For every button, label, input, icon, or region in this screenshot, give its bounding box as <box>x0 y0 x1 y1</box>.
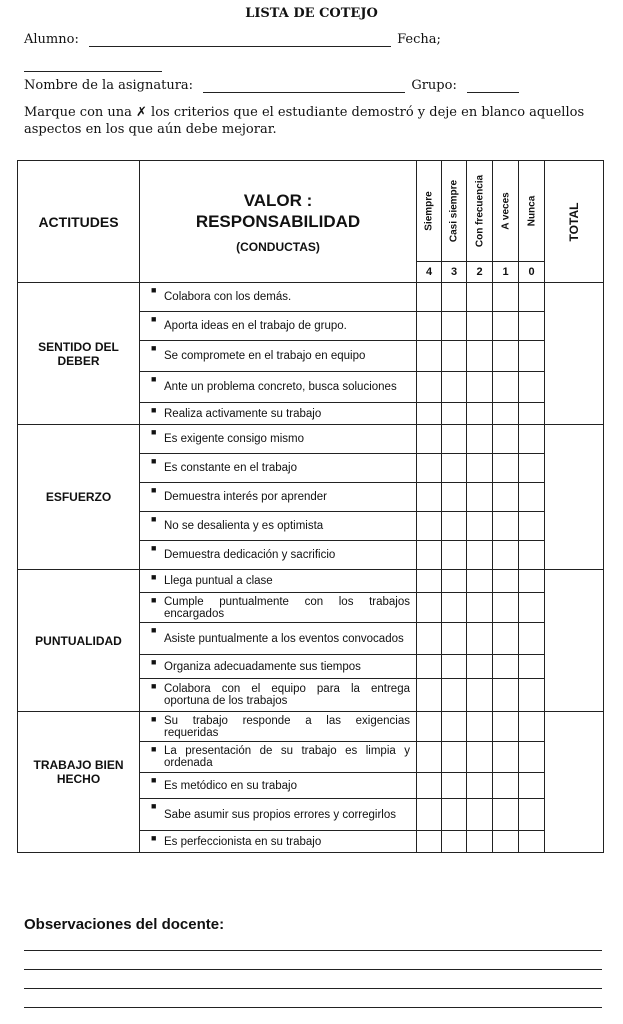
criterion-cell <box>140 483 417 512</box>
mark-cell-siempre[interactable] <box>417 570 442 593</box>
criterion-cell <box>140 283 417 312</box>
mark-cell-siempre[interactable] <box>417 512 442 541</box>
mark-cell-con-frecuencia[interactable] <box>467 655 493 679</box>
criterion-text: Es metódico en su trabajo <box>164 779 297 792</box>
mark-cell-a-veces[interactable] <box>493 283 519 312</box>
total-cell[interactable] <box>545 425 604 570</box>
mark-cell-nunca[interactable] <box>519 773 545 799</box>
mark-cell-casi-siempre[interactable] <box>442 570 467 593</box>
mark-cell-siempre[interactable] <box>417 655 442 679</box>
mark-cell-a-veces[interactable] <box>493 593 519 623</box>
mark-cell-nunca[interactable] <box>519 799 545 831</box>
mark-cell-con-frecuencia[interactable] <box>467 425 493 454</box>
criterion-text: Es exigente consigo mismo <box>164 433 304 445</box>
mark-cell-siempre[interactable] <box>417 831 442 853</box>
bullet-icon: ■ <box>151 572 157 582</box>
asignatura-label: Nombre de la asignatura: <box>24 78 194 93</box>
mark-cell-con-frecuencia[interactable] <box>467 773 493 799</box>
bullet-icon: ■ <box>151 775 157 785</box>
instructions: Marque con una ✗ los criterios que el estudiante demostró y deje en blanco aquellos aspectos en los que aún debe mejorar. <box>24 105 585 137</box>
bullet-icon: ■ <box>151 285 157 295</box>
criterion-text: Realiza activamente su trabajo <box>164 407 322 420</box>
mark-cell-casi-siempre[interactable] <box>442 799 467 831</box>
mark-cell-casi-siempre[interactable] <box>442 773 467 799</box>
criterion-text: Llega puntual a clase <box>164 575 273 587</box>
bullet-icon: ■ <box>151 595 157 605</box>
alumno-field-continuation[interactable] <box>24 56 162 72</box>
mark-cell-nunca[interactable] <box>519 593 545 623</box>
bullet-icon: ■ <box>151 314 157 324</box>
observaciones-line-2[interactable] <box>24 969 602 970</box>
bullet-icon: ■ <box>151 456 157 466</box>
grupo-label: Grupo: <box>411 78 457 93</box>
criterion-text: Es constante en el trabajo <box>164 462 297 474</box>
mark-cell-a-veces[interactable] <box>493 372 519 403</box>
criterion-cell <box>140 712 417 742</box>
criterion-cell <box>140 679 417 712</box>
mark-cell-a-veces[interactable] <box>493 312 519 341</box>
mark-cell-siempre[interactable] <box>417 742 442 773</box>
criterion-cell <box>140 773 417 799</box>
alumno-field[interactable] <box>89 34 391 47</box>
mark-cell-casi-siempre[interactable] <box>442 512 467 541</box>
score-3: 3 <box>442 262 467 283</box>
alumno-label: Alumno: <box>24 32 79 47</box>
mark-cell-siempre[interactable] <box>417 541 442 570</box>
mark-cell-nunca[interactable] <box>519 623 545 655</box>
bullet-icon: ■ <box>151 801 157 811</box>
criterion-cell <box>140 623 417 655</box>
bullet-icon: ■ <box>151 374 157 384</box>
mark-cell-con-frecuencia[interactable] <box>467 341 493 372</box>
mark-cell-a-veces[interactable] <box>493 483 519 512</box>
mark-cell-casi-siempre[interactable] <box>442 403 467 425</box>
bullet-icon: ■ <box>151 744 157 754</box>
mark-cell-con-frecuencia[interactable] <box>467 679 493 712</box>
total-cell[interactable] <box>545 570 604 712</box>
mark-cell-casi-siempre[interactable] <box>442 372 467 403</box>
total-header: TOTAL <box>545 161 604 283</box>
mark-cell-casi-siempre[interactable] <box>442 742 467 773</box>
mark-cell-nunca[interactable] <box>519 283 545 312</box>
mark-cell-siempre[interactable] <box>417 312 442 341</box>
mark-cell-siempre[interactable] <box>417 425 442 454</box>
observaciones-line-1[interactable] <box>24 950 602 951</box>
mark-cell-a-veces[interactable] <box>493 403 519 425</box>
mark-cell-nunca[interactable] <box>519 425 545 454</box>
mark-cell-nunca[interactable] <box>519 372 545 403</box>
fecha-label: Fecha; <box>397 32 441 47</box>
criterion-cell <box>140 312 417 341</box>
header-row <box>18 161 604 262</box>
criterion-text: Es perfeccionista en su trabajo <box>164 835 322 848</box>
mark-cell-a-veces[interactable] <box>493 570 519 593</box>
mark-cell-casi-siempre[interactable] <box>442 831 467 853</box>
mark-cell-con-frecuencia[interactable] <box>467 403 493 425</box>
criterion-text: Asiste puntualmente a los eventos convocados <box>164 632 404 645</box>
mark-cell-siempre[interactable] <box>417 372 442 403</box>
mark-cell-con-frecuencia[interactable] <box>467 831 493 853</box>
mark-cell-casi-siempre[interactable] <box>442 283 467 312</box>
mark-cell-con-frecuencia[interactable] <box>467 742 493 773</box>
mark-cell-nunca[interactable] <box>519 679 545 712</box>
mark-cell-con-frecuencia[interactable] <box>467 312 493 341</box>
criterion-text: Aporta ideas en el trabajo de grupo. <box>164 320 347 332</box>
asignatura-row <box>24 78 519 93</box>
mark-cell-nunca[interactable] <box>519 742 545 773</box>
criterion-text: La presentación de su trabajo es limpia y ordenada <box>164 745 410 769</box>
criterion-text: Demuestra dedicación y sacrificio <box>164 549 336 561</box>
criterion-cell <box>140 831 417 853</box>
mark-cell-a-veces[interactable] <box>493 425 519 454</box>
observaciones-title: Observaciones del docente: <box>24 916 225 933</box>
mark-cell-siempre[interactable] <box>417 454 442 483</box>
scale-header-nunca: Nunca <box>519 161 545 262</box>
category-sentido-del-deber: SENTIDO DEL DEBER <box>18 283 140 425</box>
mark-cell-casi-siempre[interactable] <box>442 341 467 372</box>
criterion-cell <box>140 541 417 570</box>
mark-cell-casi-siempre[interactable] <box>442 593 467 623</box>
mark-cell-a-veces[interactable] <box>493 799 519 831</box>
mark-cell-a-veces[interactable] <box>493 623 519 655</box>
mark-cell-con-frecuencia[interactable] <box>467 541 493 570</box>
mark-cell-siempre[interactable] <box>417 623 442 655</box>
mark-cell-casi-siempre[interactable] <box>442 712 467 742</box>
criterion-text: No se desalienta y es optimista <box>164 520 324 532</box>
mark-cell-con-frecuencia[interactable] <box>467 593 493 623</box>
bullet-icon: ■ <box>151 343 157 353</box>
score-2: 2 <box>467 262 493 283</box>
criterion-cell <box>140 593 417 623</box>
scale-header-con-frecuencia: Con frecuencia <box>467 161 493 262</box>
scale-header-casi-siempre: Casi siempre <box>442 161 467 262</box>
criterion-text: Su trabajo responde a las exigencias requeridas <box>164 714 410 739</box>
criterion-row <box>18 712 604 742</box>
mark-cell-a-veces[interactable] <box>493 742 519 773</box>
mark-cell-nunca[interactable] <box>519 831 545 853</box>
criterion-cell <box>140 799 417 831</box>
criterion-row <box>18 425 604 454</box>
criterion-cell <box>140 403 417 425</box>
mark-cell-nunca[interactable] <box>519 483 545 512</box>
mark-cell-con-frecuencia[interactable] <box>467 799 493 831</box>
mark-cell-con-frecuencia[interactable] <box>467 454 493 483</box>
mark-cell-siempre[interactable] <box>417 773 442 799</box>
mark-cell-siempre[interactable] <box>417 799 442 831</box>
criterion-cell <box>140 425 417 454</box>
observaciones-line-4[interactable] <box>24 1007 602 1008</box>
mark-cell-siempre[interactable] <box>417 679 442 712</box>
score-1: 1 <box>493 262 519 283</box>
bullet-icon: ■ <box>151 625 157 635</box>
scale-header-a-veces: A veces <box>493 161 519 262</box>
mark-cell-nunca[interactable] <box>519 454 545 483</box>
mark-cell-nunca[interactable] <box>519 512 545 541</box>
checklist-table <box>17 160 604 853</box>
mark-cell-casi-siempre[interactable] <box>442 623 467 655</box>
mark-cell-siempre[interactable] <box>417 283 442 312</box>
document-title: LISTA DE COTEJO <box>245 6 378 21</box>
score-0: 0 <box>519 262 545 283</box>
observaciones-line-3[interactable] <box>24 988 602 989</box>
mark-cell-con-frecuencia[interactable] <box>467 712 493 742</box>
scale-header-siempre: Siempre <box>417 161 442 262</box>
bullet-icon: ■ <box>151 657 157 667</box>
bullet-icon: ■ <box>151 714 157 724</box>
criterion-text: Sabe asumir sus propios errores y corregirlos <box>164 808 397 821</box>
mark-cell-casi-siempre[interactable] <box>442 655 467 679</box>
mark-cell-a-veces[interactable] <box>493 773 519 799</box>
category-esfuerzo: ESFUERZO <box>18 425 140 570</box>
mark-cell-siempre[interactable] <box>417 403 442 425</box>
criterion-cell <box>140 742 417 773</box>
total-cell[interactable] <box>545 712 604 853</box>
criterion-text: Se compromete en el trabajo en equipo <box>164 350 366 362</box>
criterion-cell <box>140 512 417 541</box>
mark-cell-con-frecuencia[interactable] <box>467 623 493 655</box>
mark-cell-nunca[interactable] <box>519 541 545 570</box>
bullet-icon: ■ <box>151 514 157 524</box>
criterion-text: Organiza adecuadamente sus tiempos <box>164 660 361 673</box>
bullet-icon: ■ <box>151 543 157 553</box>
mark-cell-a-veces[interactable] <box>493 454 519 483</box>
criterion-text: Colabora con el equipo para la entrega oportuna de los trabajos <box>164 683 410 707</box>
mark-cell-a-veces[interactable] <box>493 712 519 742</box>
mark-cell-casi-siempre[interactable] <box>442 679 467 712</box>
criterion-text: Ante un problema concreto, busca soluciones <box>164 381 397 393</box>
alumno-row <box>24 32 441 47</box>
mark-cell-nunca[interactable] <box>519 655 545 679</box>
mark-cell-con-frecuencia[interactable] <box>467 512 493 541</box>
total-cell[interactable] <box>545 283 604 425</box>
criterion-cell <box>140 570 417 593</box>
mark-cell-siempre[interactable] <box>417 483 442 512</box>
grupo-field[interactable] <box>467 80 519 93</box>
criterion-cell <box>140 655 417 679</box>
mark-cell-a-veces[interactable] <box>493 341 519 372</box>
criterion-cell <box>140 454 417 483</box>
bullet-icon: ■ <box>151 485 157 495</box>
bullet-icon: ■ <box>151 833 157 843</box>
mark-cell-nunca[interactable] <box>519 403 545 425</box>
mark-cell-a-veces[interactable] <box>493 679 519 712</box>
criterion-text: Cumple puntualmente con los trabajos encargados <box>164 595 410 620</box>
criterion-row <box>18 283 604 312</box>
criterion-cell <box>140 372 417 403</box>
mark-cell-siempre[interactable] <box>417 712 442 742</box>
mark-cell-casi-siempre[interactable] <box>442 312 467 341</box>
conductas-label: (CONDUCTAS) <box>236 239 320 254</box>
mark-cell-nunca[interactable] <box>519 341 545 372</box>
category-trabajo-bien-hecho: TRABAJO BIEN HECHO <box>18 712 140 853</box>
valor-subtitle: RESPONSABILIDAD <box>195 211 361 231</box>
mark-cell-a-veces[interactable] <box>493 831 519 853</box>
mark-cell-a-veces[interactable] <box>493 512 519 541</box>
bullet-icon: ■ <box>151 681 157 691</box>
mark-cell-nunca[interactable] <box>519 312 545 341</box>
valor-title: VALOR : <box>243 190 313 210</box>
mark-cell-siempre[interactable] <box>417 593 442 623</box>
bullet-icon: ■ <box>151 405 157 415</box>
category-puntualidad: PUNTUALIDAD <box>18 570 140 712</box>
mark-cell-con-frecuencia[interactable] <box>467 283 493 312</box>
criterion-text: Colabora con los demás. <box>164 291 292 303</box>
criterion-cell <box>140 341 417 372</box>
asignatura-field[interactable] <box>203 80 405 93</box>
mark-cell-nunca[interactable] <box>519 712 545 742</box>
criterion-text: Demuestra interés por aprender <box>164 491 327 503</box>
mark-cell-casi-siempre[interactable] <box>442 454 467 483</box>
actitudes-header: ACTITUDES <box>18 161 140 283</box>
mark-cell-con-frecuencia[interactable] <box>467 570 493 593</box>
score-4: 4 <box>417 262 442 283</box>
bullet-icon: ■ <box>151 427 157 437</box>
criterion-row <box>18 570 604 593</box>
mark-cell-con-frecuencia[interactable] <box>467 372 493 403</box>
mark-cell-siempre[interactable] <box>417 341 442 372</box>
valor-header <box>140 161 417 283</box>
mark-cell-nunca[interactable] <box>519 570 545 593</box>
mark-cell-casi-siempre[interactable] <box>442 541 467 570</box>
mark-cell-casi-siempre[interactable] <box>442 483 467 512</box>
mark-cell-a-veces[interactable] <box>493 541 519 570</box>
mark-cell-con-frecuencia[interactable] <box>467 483 493 512</box>
mark-cell-casi-siempre[interactable] <box>442 425 467 454</box>
mark-cell-a-veces[interactable] <box>493 655 519 679</box>
